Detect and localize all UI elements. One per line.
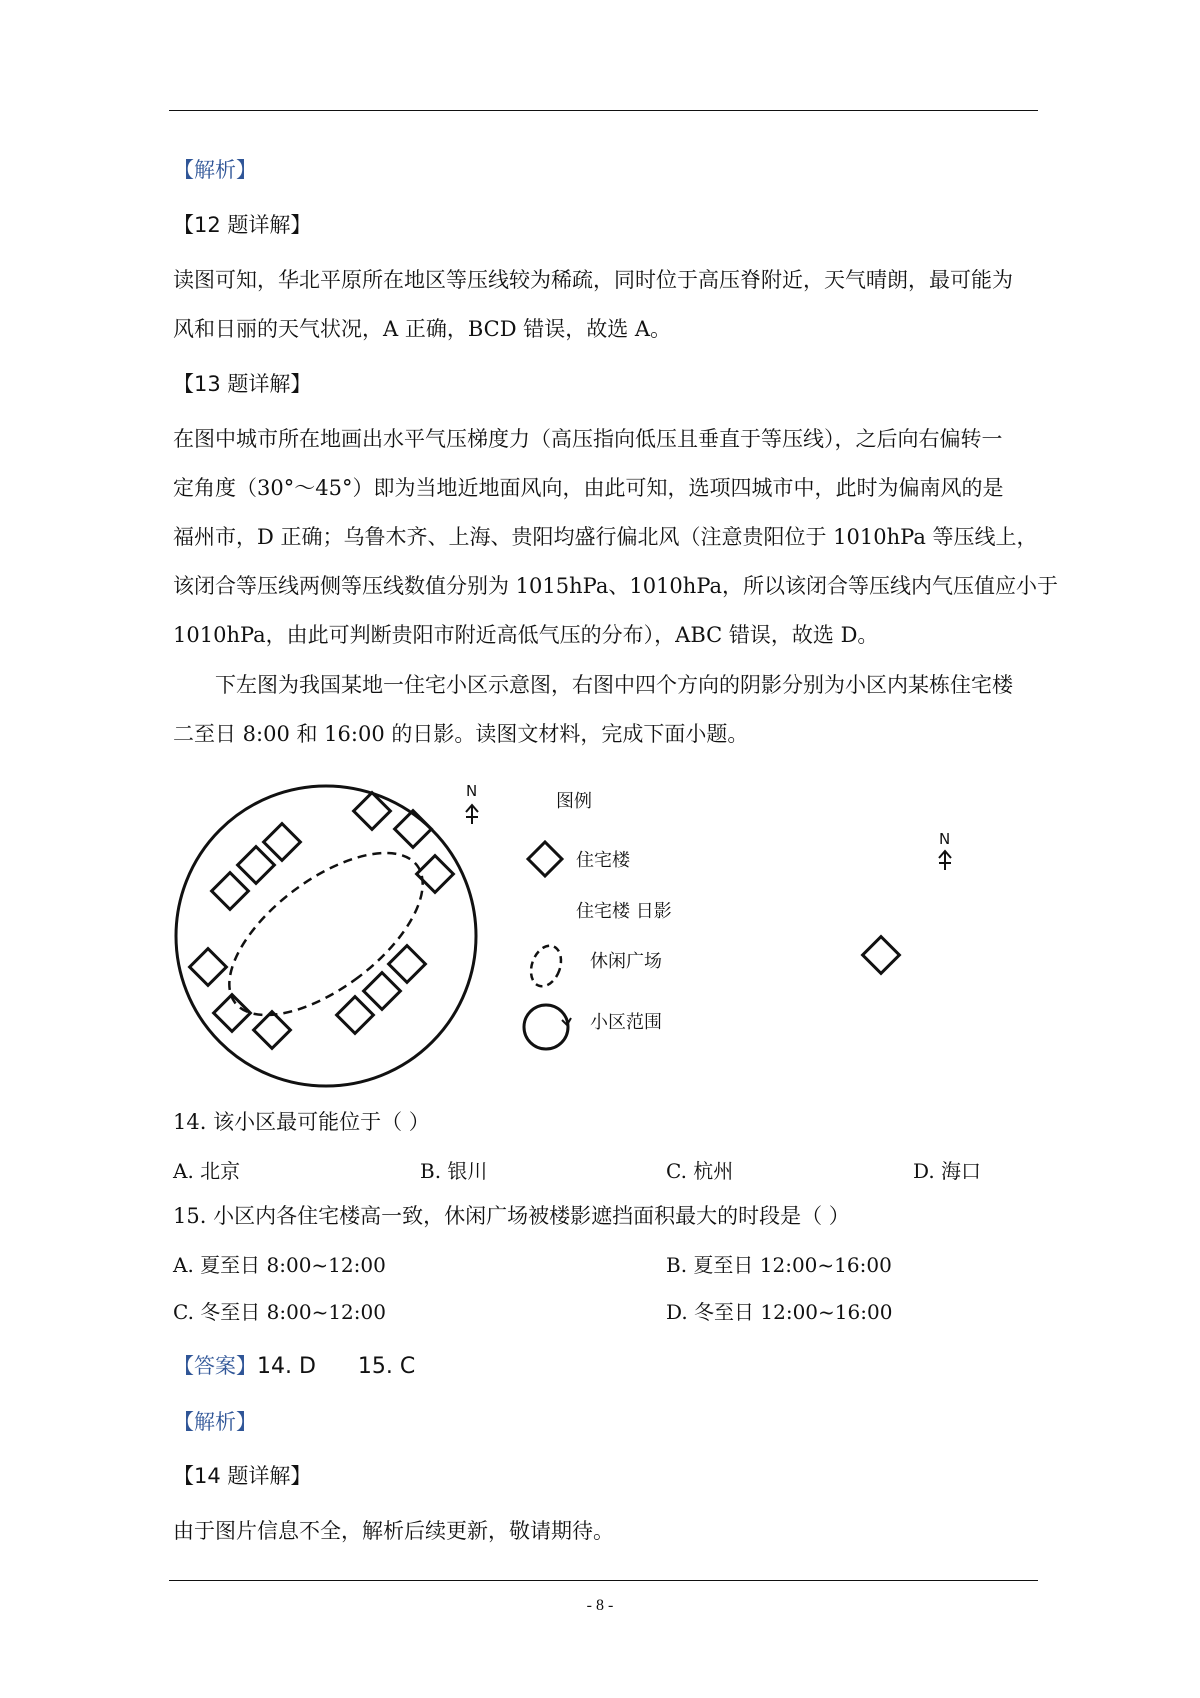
q14-heading: 【14 题详解】 (173, 1464, 312, 1488)
analysis-label: 【解析】 (173, 1410, 257, 1434)
page-number: - 8 - (586, 1597, 614, 1614)
building-marker (395, 811, 432, 848)
answer-values: 14. D 15. C (257, 1354, 416, 1379)
q12-text-line: 风和日丽的天气状况，A 正确，BCD 错误，故选 A。 (173, 317, 672, 341)
intro-text-line: 下左图为我国某地一住宅小区示意图，右图中四个方向的阴影分别为小区内某栋住宅楼 (215, 673, 1013, 697)
north-label: N (466, 782, 478, 800)
intro-text-line: 二至日 8:00 和 16:00 的日影。读图文材料，完成下面小题。 (173, 722, 749, 746)
building-marker (337, 997, 374, 1034)
q13-text-line: 在图中城市所在地画出水平气压梯度力（高压指向低压且垂直于等压线），之后向右偏转一 (173, 427, 1003, 451)
north-arrow-left (466, 805, 478, 824)
legend-plaza-label: 休闲广场 (590, 951, 662, 972)
q13-text-line: 定角度（30°～45°）即为当地近地面风向，由此可知，选项四城市中，此时为偏南风的是 (173, 476, 1004, 500)
legend-boundary-icon (524, 1005, 568, 1049)
north-arrow-right (939, 851, 951, 870)
legend-building-label: 住宅楼 (576, 850, 630, 871)
building-markers (190, 793, 454, 1049)
legend-shadow-label: 住宅楼 日影 (576, 901, 672, 922)
q15-option: D. 冬至日 12:00~16:00 (666, 1300, 893, 1324)
legend-plaza-icon (526, 941, 567, 990)
answer-label: 【答案】 (173, 1354, 257, 1378)
q12-text-line: 读图可知，华北平原所在地区等压线较为稀疏，同时位于高压脊附近，天气晴朗，最可能为 (173, 268, 1013, 292)
analysis-label: 【解析】 (173, 158, 257, 182)
legend-building-icon (528, 842, 562, 876)
q15-option: C. 冬至日 8:00~12:00 (173, 1300, 386, 1324)
q15-option: A. 夏至日 8:00~12:00 (173, 1253, 386, 1277)
q14-option: D. 海口 (913, 1159, 982, 1183)
building-marker (389, 946, 426, 983)
building-marker (190, 949, 227, 986)
footer-rule (169, 1580, 1038, 1581)
single-building-marker (863, 937, 900, 974)
building-marker (238, 847, 275, 884)
q13-text-line: 该闭合等压线两侧等压线数值分别为 1015hPa、1010hPa，所以该闭合等压线内气压值应小于 (173, 574, 1059, 598)
legend-title: 图例 (556, 791, 592, 812)
building-marker (254, 1012, 291, 1049)
q12-heading: 【12 题详解】 (173, 213, 312, 237)
q13-text-line: 福州市，D 正确；乌鲁木齐、上海、贵阳均盛行偏北风（注意贵阳位于 1010hPa 等压线上， (173, 525, 1038, 549)
building-marker (364, 973, 401, 1010)
q13-text-line: 1010hPa，由此可判断贵阳市附近高低气压的分布），ABC 错误，故选 D。 (173, 623, 879, 647)
building-marker (417, 856, 454, 893)
q14-option: A. 北京 (173, 1159, 241, 1183)
north-label: N (939, 830, 951, 848)
building-marker (264, 824, 301, 861)
legend-boundary-label: 小区范围 (590, 1012, 662, 1033)
q15-option: B. 夏至日 12:00~16:00 (666, 1253, 892, 1277)
leisure-plaza (202, 822, 449, 1045)
q13-heading: 【13 题详解】 (173, 372, 312, 396)
q14-text: 由于图片信息不全，解析后续更新，敬请期待。 (173, 1519, 614, 1543)
q14-option: C. 杭州 (666, 1159, 734, 1183)
answer-line (173, 1351, 1039, 1382)
residential-figure (0, 762, 1200, 1092)
q15-stem: 15. 小区内各住宅楼高一致，休闲广场被楼影遮挡面积最大的时段是（ ） (173, 1204, 850, 1228)
building-marker (212, 873, 249, 910)
q14-stem: 14. 该小区最可能位于（ ） (173, 1110, 430, 1134)
header-rule (169, 110, 1038, 111)
q14-option: B. 银川 (420, 1159, 488, 1183)
